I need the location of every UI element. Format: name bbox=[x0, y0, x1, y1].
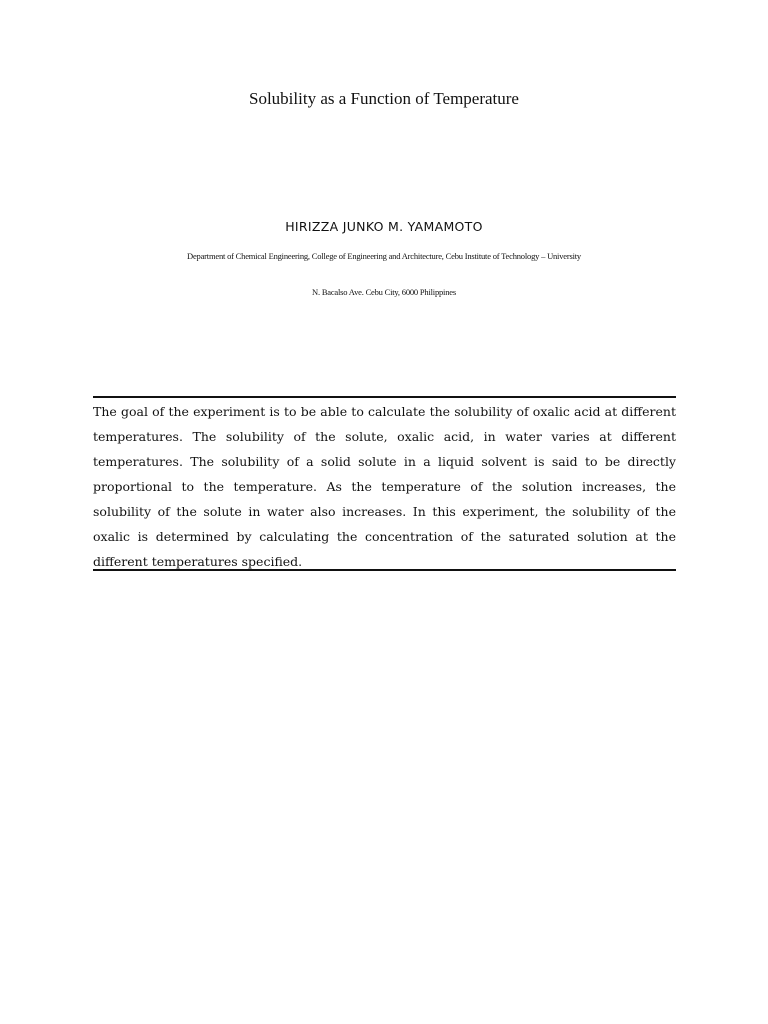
abstract-bottom-rule bbox=[93, 569, 676, 571]
author-name: HIRIZZA JUNKO M. YAMAMOTO bbox=[285, 219, 483, 234]
paper-title: Solubility as a Function of Temperature bbox=[249, 89, 519, 108]
author-affiliation: Department of Chemical Engineering, College of Engineering and Architecture, Cebu Institute of Technology – University bbox=[187, 251, 581, 261]
author-address: N. Bacalso Ave. Cebu City, 6000 Philippines bbox=[312, 287, 456, 297]
abstract-text: The goal of the experiment is to be able to calculate the solubility of oxalic acid at different temperatures. The solubility of the solute, oxalic acid, in water varies at different temperatures. The solubility of a solid solute in a liquid solvent is said to be directly proportional to the temperature. As the temperature of the solution increases, the solubility of the solute in water also increases. In this experiment, the solubility of the oxalic is determined by calculating the concentration of the saturated solution at the different temperatures specified. bbox=[93, 404, 676, 569]
abstract-top-rule bbox=[93, 396, 676, 398]
